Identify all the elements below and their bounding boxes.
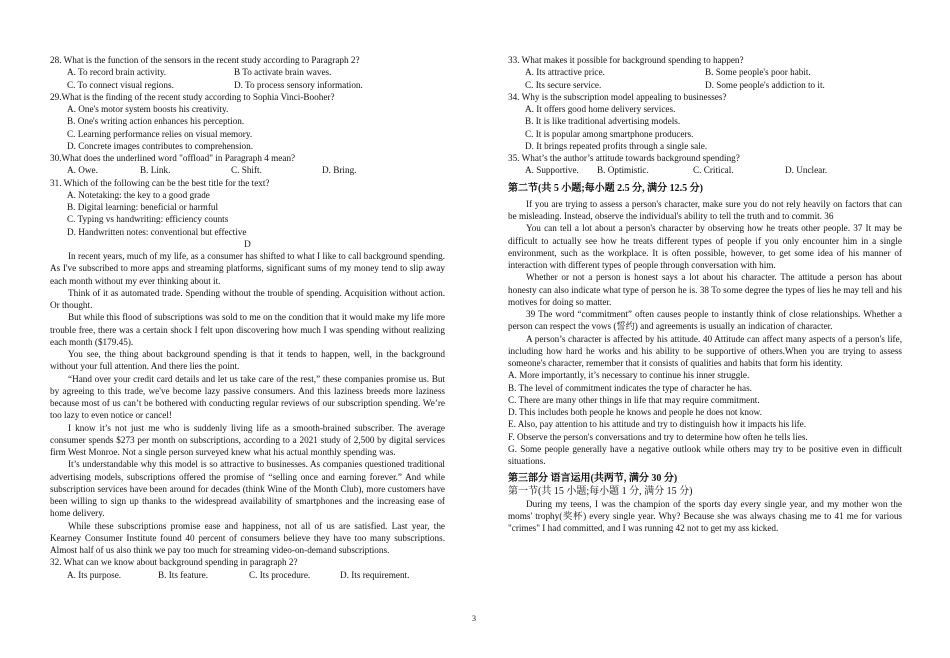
option: A. Notetaking: the key to a good grade	[67, 189, 210, 200]
part-3-title: 第三部分 语言运用(共两节, 满分 30 分)	[508, 473, 678, 485]
question-29: 29.What is the finding of the recent study according to Sophia Vinci-Booher?	[50, 91, 335, 102]
option: C. Critical.	[693, 165, 734, 176]
option: A. Supportive.	[525, 165, 579, 176]
passage-paragraph: You see, the thing about background spending is that it tends to happen, well, in the background without your full attention. And there lies the point.	[50, 349, 445, 372]
part-3-paragraph: During my teens, I was the champion of the sports day every single year, and my mother won the moms' trophy(奖杯) every single year. Why? Because she was always chasing me to 41 me for various "crimes" I had committed, and I was running 42 not to get my ass kicked.	[508, 498, 902, 534]
option: C. Typing vs handwriting: efficiency counts	[67, 214, 229, 225]
option: B. Link.	[140, 165, 171, 176]
option: D. To process sensory information.	[234, 79, 363, 90]
cloze-paragraph: You can tell a lot about a person's character by observing how he treats other people. 37 It may be difficult to actually see how he treats different types of people if you only encounter him in a single environment, such as the workplace. It is often possible, however, to get some idea of his manner of interaction with different types of people through conversation with him.	[508, 223, 902, 270]
cloze-paragraph: 39 The word “commitment” often causes people to instantly think of close relationships. Whether a person can respect the vows (誓约) and agreements is usually an indication of character.	[508, 309, 902, 332]
option: A. Its attractive price.	[525, 67, 605, 78]
question-34: 34. Why is the subscription model appealing to businesses?	[508, 91, 727, 102]
sentence-option: D. This includes both people he knows and people he does not know.	[508, 407, 762, 417]
passage-paragraph: In recent years, much of my life, as a consumer has shifted to what I like to call background spending. As I've subscribed to more apps and streaming platforms, significant sums of my money tend to slip away each month without my ever thinking about it.	[50, 251, 445, 286]
option: C. To connect visual regions.	[67, 79, 174, 90]
option: B. Digital learning: beneficial or harmful	[67, 202, 219, 212]
option: C. Learning performance relies on visual memory.	[67, 128, 253, 139]
sentence-option: G. Some people generally have a negative outlook while others may try to be positive even in difficult situations.	[508, 443, 902, 466]
sentence-option: F. Observe the person's conversations and try to determine how often he tells lies.	[508, 431, 808, 442]
option: D. Some people's addiction to it.	[705, 79, 825, 90]
question-31: 31. Which of the following can be the best title for the text?	[50, 177, 270, 188]
option: B. One's writing action enhances his perception.	[67, 116, 245, 127]
passage-paragraph: It’s understandable why this model is so attractive to businesses. As companies questioned traditional advertising models, subscriptions offered the promise of “selling once and earning forever.” And while subscription services have been around for decades (think Wine of the Month Club), more customers have been willing to sign up thanks to the widespread availability of smartphones and the increasing ease of home delivery.	[50, 459, 445, 519]
sentence-option: A. More importantly, it’s necessary to continue his inner struggle.	[508, 370, 750, 381]
passage-paragraph: Think of it as automated trade. Spending without the trouble of spending. Acquisition without action. Or thought.	[50, 287, 445, 310]
page-number: 3	[472, 614, 476, 623]
option: B. Some people's poor habit.	[705, 67, 811, 78]
option: C. Its procedure.	[249, 569, 311, 580]
passage-paragraph: “Hand over your credit card details and let us take care of the rest,” these companies promise us. But by agreeing to this trade, we've become lazy passive consumers. And this laziness breeds more laziness because most of us can’t be bothered with conducting regular reviews of our subscription spending. We’re too lazy to even notice or cancel!	[50, 373, 445, 421]
passage-paragraph: But while this flood of subscriptions was sold to me on the condition that it would make my life more trouble free, there was a certain shock I felt upon discovering how much I was spending without realizing each month ($179.45).	[50, 312, 445, 347]
left-column	[50, 54, 445, 581]
option: A. Its purpose.	[67, 569, 122, 580]
option: D. Concrete images contributes to comprehension.	[67, 140, 253, 151]
option: B To activate brain waves.	[234, 67, 332, 78]
passage-label: D	[244, 238, 251, 249]
sentence-option: E. Also, pay attention to his attitude and try to distinguish how it impacts his life.	[508, 419, 807, 430]
cloze-paragraph: If you are trying to assess a person's character, make sure you do not rely heavily on factors that can be misleading. Instead, observe the individual's ability to tell the truth and to commit. 36	[508, 198, 902, 221]
option: B. Optimistic.	[597, 165, 649, 176]
question-30: 30.What does the underlined word "offload" in Paragraph 4 mean?	[50, 153, 296, 163]
cloze-paragraph: Whether or not a person is honest says a lot about his character. The attitude a person has about honesty can also indicate what type of person he is. 38 To some degree the types of lies he may tell and his motives for doing so matter.	[508, 272, 902, 307]
option: D. Handwritten notes: conventional but effective	[67, 226, 247, 237]
section-2-title: 第二节(共 5 小题;每小题 2.5 分, 满分 12.5 分)	[508, 182, 703, 194]
question-32: 32. What can we know about background spending in paragraph 2?	[50, 557, 298, 568]
right-column	[508, 54, 902, 535]
option: D. Its requirement.	[340, 569, 410, 580]
option: A. To record brain activity.	[67, 67, 167, 78]
question-33: 33. What makes it possible for background spending to happen?	[508, 55, 744, 65]
sentence-option: B. The level of commitment indicates the type of character he has.	[508, 382, 752, 393]
option: C. Its secure service.	[525, 79, 602, 90]
option: D. Bring.	[322, 165, 357, 176]
option: A. One's motor system boosts his creativity.	[67, 104, 229, 114]
sentence-option: C. There are many other things in life that may require commitment.	[508, 394, 760, 405]
option: B. It is like traditional advertising models.	[525, 116, 681, 127]
option: A. It offers good home delivery services.	[525, 104, 676, 114]
option: C. Shift.	[231, 165, 262, 176]
cloze-paragraph: A person’s character is affected by his attitude. 40 Attitude can affect many aspects of a person's life, including how hard he works and his ability to be supportive of others.When you are trying to assess someone's character, remember that it consists of qualities and habits that form his identity.	[508, 333, 902, 368]
option: B. Its feature.	[158, 569, 209, 580]
question-28: 28. What is the function of the sensors in the recent study according to Paragraph 2?	[50, 55, 360, 65]
passage-paragraph: I know it’s not just me who is suddenly living life as a smooth-brained subscriber. The average consumer spends $273 per month on subscriptions, according to a 2021 study of 2,500 by digital services firm West Monroe. Not a single person surveyed knew what his actual monthly spending was.	[50, 422, 445, 457]
option: D. Unclear.	[785, 165, 828, 176]
passage-paragraph: While these subscriptions promise ease and happiness, not all of us are satisfied. Last year, the Kearney Consumer Institute found 40 percent of consumers believe they have too many subscriptions. Almost half of us also think we pay too much for streaming video-on-demand subscriptions.	[50, 520, 445, 555]
option: C. It is popular among smartphone producers.	[525, 128, 694, 139]
option: A. Owe.	[67, 165, 98, 176]
option: D. It brings repeated profits through a single sale.	[525, 140, 708, 151]
part-3-subtitle: 第一节(共 15 小题;每小题 1 分, 满分 15 分)	[508, 485, 693, 497]
question-35: 35. What’s the author’s attitude towards background spending?	[508, 153, 740, 163]
